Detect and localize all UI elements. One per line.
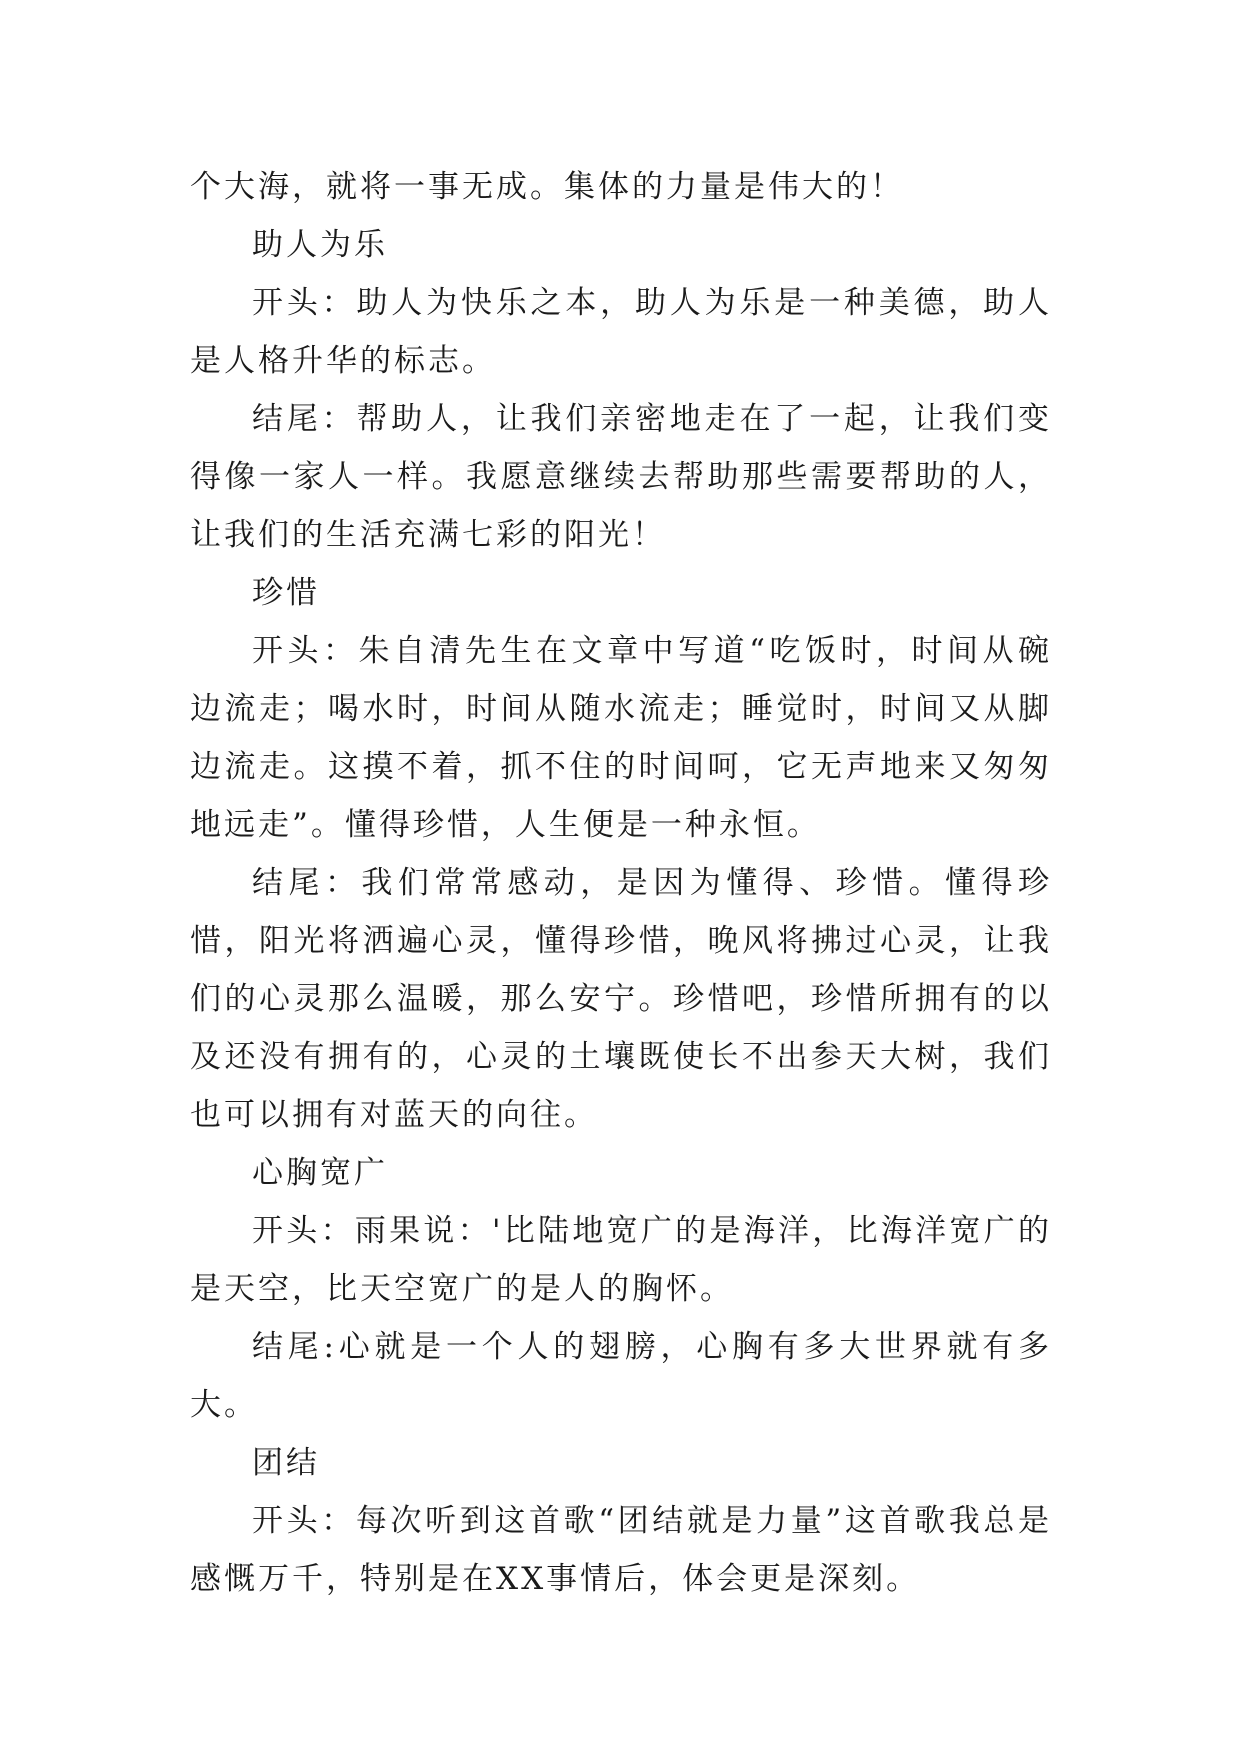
paragraph-ending: 结尾：帮助人，让我们亲密地走在了一起，让我们变得像一家人一样。我愿意继续去帮助那些需要帮助的人，让我们的生活充满七彩的阳光！ (190, 401, 1052, 553)
paragraph-opening: 开头：助人为快乐之本，助人为乐是一种美德，助人是人格升华的标志。 (190, 285, 1052, 379)
paragraph-ending: 结尾:心就是一个人的翅膀，心胸有多大世界就有多大。 (190, 1329, 1052, 1423)
section-heading-unity: 团结 (252, 1445, 320, 1481)
paragraph-opening: 开头：雨果说：'比陆地宽广的是海洋，比海洋宽广的是天空，比天空宽广的是人的胸怀。 (190, 1213, 1052, 1307)
paragraph-opening: 开头：每次听到这首歌“团结就是力量”这首歌我总是感慨万千，特别是在XX事情后，体会更是深刻。 (190, 1503, 1052, 1597)
paragraph-ending: 结尾：我们常常感动，是因为懂得、珍惜。懂得珍惜，阳光将洒遍心灵，懂得珍惜，晚风将拂过心灵，让我们的心灵那么温暖，那么安宁。珍惜吧，珍惜所拥有的以及还没有拥有的，心灵的土壤既使长不出参天大树，我们也可以拥有对蓝天的向往。 (190, 865, 1052, 1133)
paragraph-continued: 个大海，就将一事无成。集体的力量是伟大的！ (190, 169, 904, 205)
section-heading-broad-mind: 心胸宽广 (252, 1155, 388, 1191)
section-heading-cherish: 珍惜 (252, 575, 320, 611)
paragraph-opening: 开头：朱自清先生在文章中写道“吃饭时，时间从碗边流走；喝水时，时间从随水流走；睡觉时，时间又从脚边流走。这摸不着，抓不住的时间呵，它无声地来又匆匆地远走”。懂得珍惜，人生便是一种永恒。 (190, 633, 1052, 843)
document-page (190, 158, 1052, 1608)
section-heading-helping-others: 助人为乐 (252, 227, 388, 263)
